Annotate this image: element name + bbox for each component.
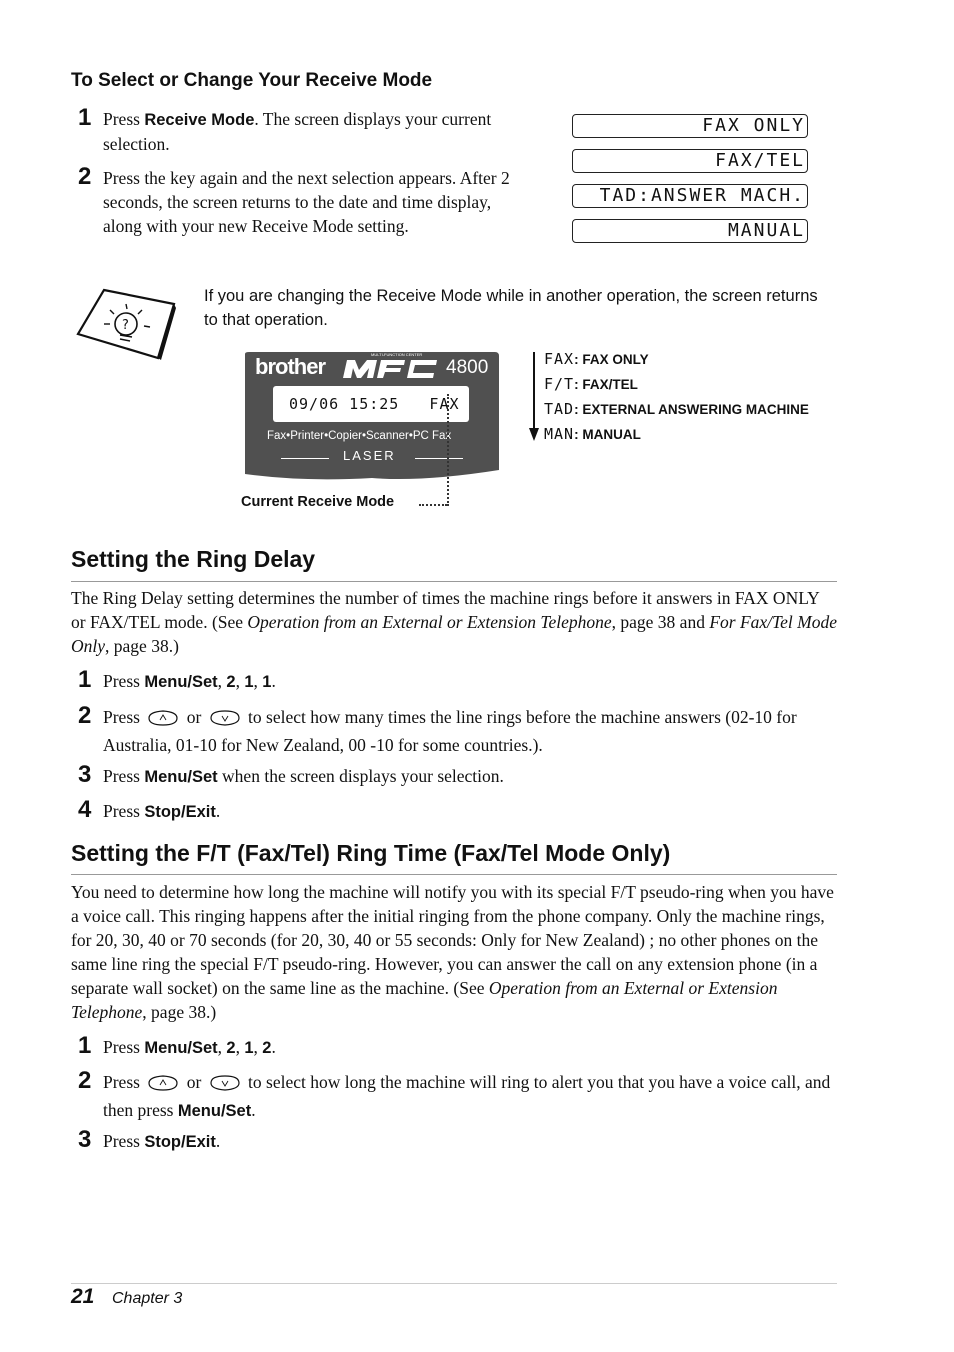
panel-laser-label: LASER <box>343 448 396 463</box>
key-label: 2 <box>226 673 236 691</box>
step-number: 4 <box>78 796 92 823</box>
legend-code: MAN <box>544 425 575 443</box>
key-label: 2 <box>262 1039 272 1057</box>
step-text: . <box>251 1100 256 1120</box>
step-number: 2 <box>78 1067 92 1094</box>
legend-tad <box>544 400 809 419</box>
down-arrow-key-icon <box>209 709 241 733</box>
step-ft-ring-1 <box>103 1035 837 1060</box>
body-text: , page 38.) <box>142 1002 217 1022</box>
step-text: . <box>271 1037 276 1057</box>
key-label: 1 <box>244 673 254 691</box>
panel-divider <box>415 458 463 459</box>
step-text: Press <box>103 766 145 786</box>
step-ring-delay-4 <box>103 799 837 824</box>
down-arrow-key-icon <box>209 1074 241 1098</box>
key-label: Stop/Exit <box>144 803 216 821</box>
legend-desc: : MANUAL <box>574 427 641 442</box>
legend-code: F/T <box>544 375 575 393</box>
step-text: to select how many times the line rings before the machine answers (02-10 for Australia, 01-10 for New Zealand, 00 -10 for some countries.). <box>103 707 797 755</box>
body-text: , page 38.) <box>105 636 179 656</box>
brand-logo: brother <box>255 354 325 379</box>
step-number: 1 <box>78 104 92 131</box>
lcd-option-manual: MANUAL <box>572 219 808 243</box>
svg-text:?: ? <box>122 318 129 333</box>
lcd-option-tad: TAD:ANSWER MACH. <box>572 184 808 208</box>
indicator-dotted-line <box>419 504 447 506</box>
step-text: to select how long the machine will ring to alert you that you have a voice call, and then press <box>103 1072 831 1120</box>
key-label: Menu/Set <box>144 768 218 786</box>
cross-reference: Operation from an External or Extension Telephone <box>71 978 778 1022</box>
down-arrow-icon <box>528 352 540 442</box>
step-number: 1 <box>78 666 92 693</box>
note-text: If you are changing the Receive Mode while in another operation, the screen returns to that operation. <box>204 287 818 329</box>
step-text: or <box>186 707 202 727</box>
cross-reference: Operation from an External or Extension Telephone <box>247 612 612 632</box>
key-label: 1 <box>244 1039 254 1057</box>
brand-small-text: MULTI-FUNCTION CENTER <box>371 352 423 357</box>
step-text: Press <box>103 109 145 129</box>
subsection-heading-receive-mode: To Select or Change Your Receive Mode <box>71 70 433 91</box>
footer-rule <box>71 1283 837 1284</box>
panel-caption: Current Receive Mode <box>241 494 395 510</box>
step-text: Press <box>103 1037 145 1057</box>
step-number: 1 <box>78 1032 92 1059</box>
step-text: , <box>235 1037 245 1057</box>
step-text: , <box>217 1037 227 1057</box>
lcd-option-fax-tel: FAX/TEL <box>572 149 808 173</box>
page-number: 21 <box>71 1285 95 1308</box>
legend-fax-tel <box>544 375 638 394</box>
key-label: Receive Mode <box>144 111 255 129</box>
step-text: , <box>235 671 245 691</box>
panel-lcd-display: 09/06 15:25 FAX <box>273 386 469 422</box>
mfc-logo-icon <box>341 356 441 380</box>
legend-desc: : EXTERNAL ANSWERING MACHINE <box>574 402 809 417</box>
legend-desc: : FAX ONLY <box>574 352 649 367</box>
step-number: 3 <box>78 761 92 788</box>
legend-manual <box>544 425 641 444</box>
lightbulb-note-icon <box>74 286 178 362</box>
key-label: 2 <box>226 1039 236 1057</box>
key-label: 1 <box>262 673 272 691</box>
model-number: 4800 <box>446 357 489 378</box>
step-ft-ring-2 <box>103 1070 837 1123</box>
up-arrow-key-icon <box>147 709 179 733</box>
ft-ring-intro <box>71 880 837 1024</box>
chapter-label: Chapter 3 <box>112 1290 183 1307</box>
panel-features: Fax•Printer•Copier•Scanner•PC Fax <box>267 430 452 442</box>
step-text: Press <box>103 801 145 821</box>
legend-code: FAX <box>544 350 575 368</box>
step-text: , <box>253 1037 263 1057</box>
step-text: . <box>271 671 276 691</box>
body-text: The Ring Delay setting determines the number of times the machine rings before it answers in FAX ONLY or FAX/TEL mode. (See <box>71 588 820 632</box>
key-label: Menu/Set <box>144 673 218 691</box>
section-rule <box>71 581 837 582</box>
step-text: or <box>186 1072 202 1092</box>
step-text: Press <box>103 1131 145 1151</box>
up-arrow-key-icon <box>147 1074 179 1098</box>
step-ring-delay-2 <box>103 705 837 757</box>
control-panel-illustration <box>243 350 501 480</box>
step-text: . The screen displays your current selection. <box>103 109 492 154</box>
step-number: 2 <box>78 163 92 190</box>
body-text: You need to determine how long the machine will notify you with its special F/T pseudo-ring when you have a voice call. This ringing happens after the initial ringing from the phone company. Only the machine rings, for 20, 30, 40 or 70 seconds (for 20, 30, 40 or 55 seconds: Only for New Zealand) ; no other phones on the same line ring the special F/T pseudo-ring. However, you can answer the call on any extension phone (in a separate wall socket) on the same line as the machine. (See <box>71 882 834 998</box>
step-number: 2 <box>78 702 92 729</box>
indicator-dotted-line <box>447 394 449 506</box>
cross-reference: For Fax/Tel Mode Only <box>71 612 837 656</box>
step-text: when the screen displays your selection. <box>217 766 504 786</box>
step-text: Press <box>103 707 140 727</box>
panel-divider <box>281 458 329 459</box>
legend-fax-only <box>544 350 649 369</box>
step-ring-delay-3 <box>103 764 837 789</box>
step-text: , <box>217 671 227 691</box>
step-ft-ring-3 <box>103 1129 837 1154</box>
step-receive-mode-2: Press the key again and the next selection appears. After 2 seconds, the screen returns to the date and time display, along with your new Receive Mode setting. <box>103 168 510 236</box>
step-ring-delay-1 <box>103 669 837 694</box>
step-text: Press <box>103 671 145 691</box>
section-heading-ft-ring-time: Setting the F/T (Fax/Tel) Ring Time (Fax/Tel Mode Only) <box>71 840 671 866</box>
ring-delay-intro <box>71 586 837 658</box>
lcd-option-fax-only: FAX ONLY <box>572 114 808 138</box>
legend-code: TAD <box>544 400 575 418</box>
key-label: Menu/Set <box>144 1039 218 1057</box>
section-heading-ring-delay: Setting the Ring Delay <box>71 546 316 572</box>
key-label: Stop/Exit <box>144 1133 216 1151</box>
key-label: Menu/Set <box>177 1102 252 1120</box>
step-text: Press <box>103 1072 140 1092</box>
step-number: 3 <box>78 1126 92 1153</box>
body-text: , page 38 and <box>611 612 710 632</box>
step-receive-mode-1 <box>103 107 533 156</box>
step-text: . <box>215 801 221 821</box>
step-text: , <box>253 671 263 691</box>
step-text: . <box>215 1131 221 1151</box>
legend-desc: : FAX/TEL <box>574 377 638 392</box>
section-rule <box>71 874 837 875</box>
